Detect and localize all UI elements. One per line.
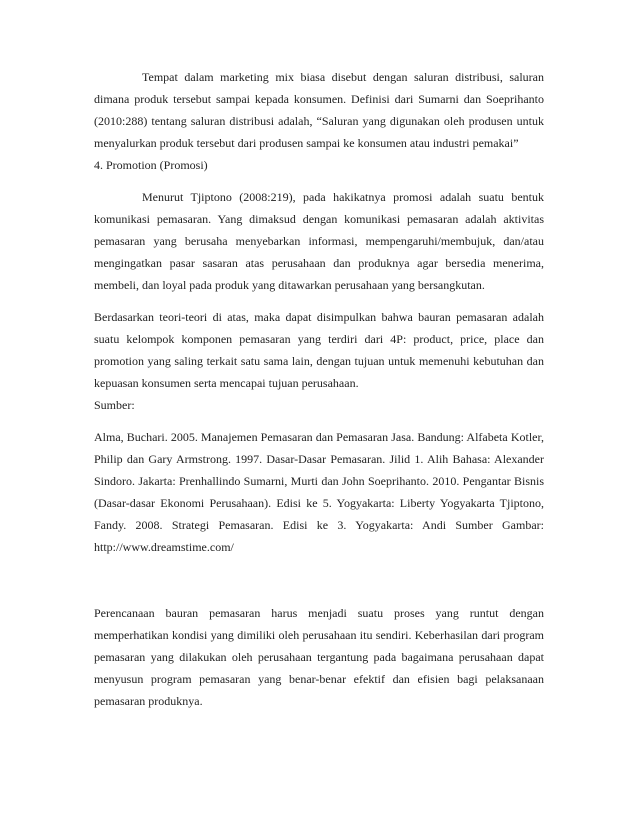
sources-label: Sumber: (94, 398, 135, 412)
paragraph-planning: Perencanaan bauran pemasaran harus menjadi suatu proses yang runtut dengan memperhatikan kondisi yang dimiliki oleh perusahaan itu sendiri. Keberhasilan dari program pemasaran yang dilakukan oleh perusahaan tergantung pada bagaimana perusahaan dapat menyusun program pemasaran yang benar-benar efektif dan efisien bagi pelaksanaan pemasaran produknya. (94, 606, 544, 708)
section-heading-promotion: 4. Promotion (Promosi) (94, 158, 208, 172)
paragraph-place-distribution: Tempat dalam marketing mix biasa disebut dengan saluran distribusi, saluran dimana produk tersebut sampai kepada konsumen. Definisi dari Sumarni dan Soeprihanto (2010:288) tentang saluran distribusi adalah, “Saluran yang digunakan oleh produsen untuk menyalurkan produk tersebut dari produsen sampai ke konsumen atau industri pemakai” (94, 70, 544, 150)
sources-references: Alma, Buchari. 2005. Manajemen Pemasaran dan Pemasaran Jasa. Bandung: Alfabeta Kotler, Philip dan Gary Armstrong. 1997. Dasar-Dasar Pemasaran. Jilid 1. Alih Bahasa: Alexander Sindoro. Jakarta: Prenhallindo Sumarni, Murti dan John Soeprihanto. 2010. Pengantar Bisnis (Dasar-dasar Ekonomi Perusahaan). Edisi ke 5. Yogyakarta: Liberty Yogyakarta Tjiptono, Fandy. 2008. Strategi Pemasaran. Edisi ke 3. Yogyakarta: Andi Sumber Gambar: http://www.dreamstime.com/ (94, 430, 544, 554)
paragraph-conclusion: Berdasarkan teori-teori di atas, maka dapat disimpulkan bahwa bauran pemasaran adalah suatu kelompok komponen pemasaran yang terdiri dari 4P: product, price, place dan promotion yang saling terkait satu sama lain, dengan tujuan untuk memenuhi kebutuhan dan kepuasan konsumen serta mencapai tujuan perusahaan. (94, 310, 544, 390)
paragraph-promotion-definition: Menurut Tjiptono (2008:219), pada hakikatnya promosi adalah suatu bentuk komunikasi pemasaran. Yang dimaksud dengan komunikasi pemasaran adalah aktivitas pemasaran yang berusaha menyebarkan informasi, mempengaruhi/membujuk, dan/atau mengingatkan pasar sasaran atas perusahaan dan produknya agar bersedia menerima, membeli, dan loyal pada produk yang ditawarkan perusahaan yang bersangkutan. (94, 190, 544, 292)
